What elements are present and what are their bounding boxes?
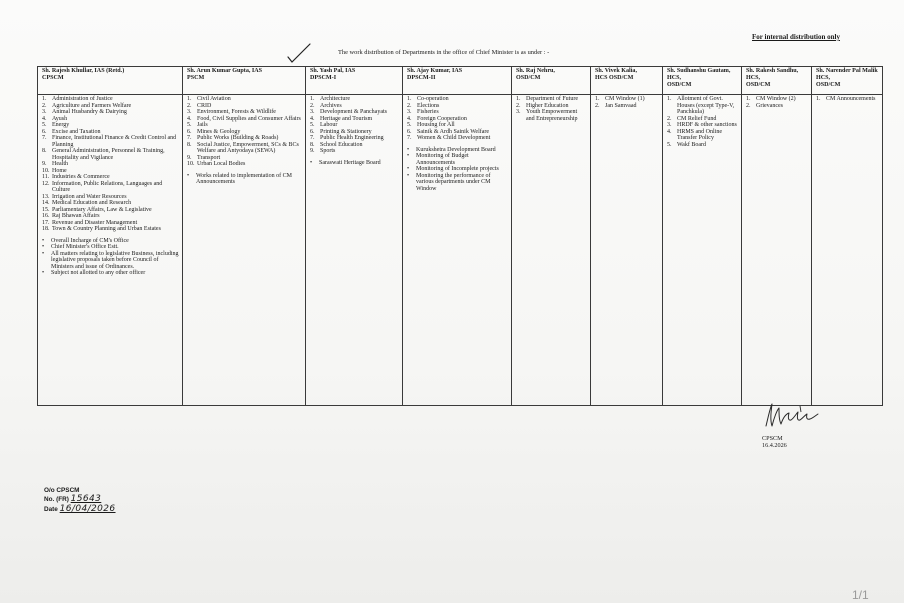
list-item (310, 148, 399, 155)
file-number-value: 15643 (70, 494, 102, 505)
item-number: 16. (42, 213, 50, 219)
item-number: 4. (310, 115, 315, 122)
item-number: 1. (746, 96, 751, 102)
bullet-item: • Subject not allotted to any other officer (42, 270, 179, 277)
item-text: Agriculture and Farmers Welfare (52, 102, 132, 109)
officer-designation: OSD/CM (816, 82, 841, 89)
item-text: Mines & Geology (197, 128, 241, 135)
officer-header (591, 67, 663, 95)
item-text: Medical Education and Research (52, 200, 132, 206)
item-text: Revenue and Disaster Management (52, 219, 138, 226)
item-number: 15. (42, 206, 50, 213)
item-number: 5. (310, 122, 315, 128)
internal-distribution-label: For internal distribution only (752, 33, 840, 41)
item-number: 5. (407, 122, 412, 128)
list-item (42, 226, 179, 233)
bullet-item: • Overall Incharge of CM's Office (42, 238, 179, 245)
item-text: General Administration, Personnel & Training, Hospitality and Vigilance (52, 148, 165, 161)
item-text: Urban Local Bodies (197, 161, 246, 167)
item-text: Sports (320, 148, 336, 154)
officer-header (663, 67, 742, 95)
item-number: 17. (42, 219, 50, 226)
table-row (38, 95, 883, 406)
item-text: Health (52, 161, 68, 167)
bullet-item: • Works related to implementation of CM Announcements (187, 173, 302, 186)
office-reference-block (44, 486, 116, 514)
item-text: Grievances (756, 102, 783, 109)
item-number: 7. (310, 135, 315, 141)
officer-name: Sh. Arun Kumar Gupta, IAS (187, 68, 263, 74)
item-number: 3. (42, 109, 47, 115)
officer-header (38, 67, 183, 95)
officer-name: Sh. Narender Pal Malik HCS, (816, 68, 878, 82)
item-text: Jails (197, 122, 208, 128)
item-text: HRMS and Online Transfer Policy (677, 128, 722, 141)
departments-cell (512, 95, 591, 406)
departments-cell (742, 95, 812, 406)
item-text: Raj Bhawan Affairs (52, 213, 100, 219)
list-item (42, 148, 179, 161)
item-number: 10. (42, 167, 50, 174)
bullet-list (310, 160, 399, 167)
page-indicator: 1/1 (852, 588, 869, 602)
bullet-item: • All matters relating to legislative Business, including legislative proposals taken before Council of Ministers and issue of Ordinances. (42, 251, 179, 271)
item-text: Irrigation and Water Resources (52, 193, 127, 200)
signature-date: 16.4.2026 (762, 442, 787, 450)
officer-header (812, 67, 883, 95)
item-number: 1. (42, 96, 47, 102)
item-number: 11. (42, 174, 50, 180)
item-text: Allotment of Govt. Houses (except Type-V, Panchkula) (677, 96, 735, 115)
item-number: 8. (187, 141, 192, 148)
departments-cell (306, 95, 403, 406)
item-text: Civil Aviation (197, 96, 231, 102)
item-number: 7. (42, 135, 47, 141)
signature-block (760, 402, 830, 449)
item-text: Excise and Taxation (52, 128, 101, 135)
departments-cell (812, 95, 883, 406)
item-text: HRDF & other sanctions (677, 122, 737, 128)
checkmark-icon (286, 42, 312, 64)
officer-name: Sh. Yash Pal, IAS (310, 68, 356, 74)
bullet-item: • Monitoring of Incomplete projects (407, 166, 508, 173)
item-text: Ayush (52, 115, 68, 122)
header-row (38, 67, 883, 95)
item-text: Elections (417, 102, 440, 109)
item-number: 6. (310, 128, 315, 135)
department-list (516, 96, 587, 122)
item-text: Parliamentary Affairs, Law & Legislative (52, 206, 152, 213)
item-text: School Education (320, 141, 363, 148)
item-text: Transport (197, 154, 221, 161)
item-text: CRID (197, 102, 212, 109)
item-number: 1. (667, 96, 672, 102)
item-text: Town & Country Planning and Urban Estates (52, 226, 161, 232)
item-number: 3. (310, 109, 315, 115)
department-list (667, 96, 738, 148)
item-text: Fisheries (417, 109, 439, 115)
item-text: Department of Future (526, 96, 578, 102)
department-list (310, 96, 399, 155)
item-number: 2. (42, 102, 47, 109)
item-text: Development & Panchayats (320, 109, 387, 115)
item-number: 5. (42, 122, 47, 128)
signatory-designation: CPSCM (762, 435, 783, 442)
list-item (42, 181, 179, 194)
item-text: Youth Empowerment and Entrepreneurship (526, 109, 578, 122)
item-number: 4. (407, 115, 412, 122)
item-number: 10. (187, 161, 195, 167)
item-number: 14. (42, 200, 50, 206)
department-list (595, 96, 659, 109)
item-number: 2. (407, 102, 412, 109)
item-text: CM Window (1) (605, 96, 645, 102)
departments-cell (663, 95, 742, 406)
item-text: Printing & Stationery (320, 128, 372, 135)
document-title: The work distribution of Departments in the office of Chief Minister is as under : - (338, 49, 550, 56)
item-number: 6. (407, 128, 412, 135)
item-number: 1. (187, 96, 192, 102)
item-text: CM Relief Fund (677, 115, 717, 122)
officer-designation: DPSCM-II (407, 75, 436, 82)
department-list (816, 96, 879, 103)
list-item (595, 103, 659, 110)
item-number: 3. (516, 109, 521, 115)
item-number: 8. (42, 148, 47, 154)
item-number: 2. (667, 115, 672, 122)
item-text: Architecture (320, 96, 350, 102)
officer-name: Sh. Sudhanshu Gautam, HCS, (667, 68, 731, 82)
officer-name: Sh. Rakesh Sandhu, HCS, (746, 68, 799, 82)
item-text: Heritage and Tourism (320, 115, 373, 122)
department-list (42, 96, 179, 233)
officer-designation: OSD/CM (667, 82, 692, 89)
list-item (667, 96, 738, 116)
item-number: 1. (595, 96, 600, 102)
item-text: Administration of Justice (52, 96, 113, 102)
item-text: Energy (52, 122, 70, 128)
item-number: 3. (407, 109, 412, 115)
item-text: Labour (320, 122, 338, 128)
item-number: 2. (746, 102, 751, 109)
officer-designation: OSD/CM (516, 75, 541, 82)
list-item (187, 161, 302, 168)
bullet-item: • Saraswati Heritage Board (310, 160, 399, 167)
bullet-list (407, 147, 508, 193)
departments-cell (183, 95, 306, 406)
item-number: 6. (42, 128, 47, 135)
item-text: Sainik & Ardh Sainik Welfare (417, 128, 490, 135)
file-number-label: No. (FR) (44, 496, 69, 504)
officer-header (742, 67, 812, 95)
officer-designation: CPSCM (42, 75, 64, 82)
item-text: Housing for All (417, 122, 455, 128)
item-text: Food, Civil Supplies and Consumer Affairs (197, 115, 301, 122)
item-number: 5. (187, 122, 192, 128)
item-text: Finance, Institutional Finance & Credit Control and Planning (52, 135, 177, 148)
item-number: 1. (516, 96, 521, 102)
item-text: Home (52, 167, 67, 174)
department-list (746, 96, 808, 109)
item-text: Public Works (Building & Roads) (197, 135, 279, 141)
item-number: 4. (187, 115, 192, 122)
item-text: Co-operation (417, 96, 449, 102)
departments-cell (38, 95, 183, 406)
item-number: 1. (407, 96, 412, 102)
departments-cell (591, 95, 663, 406)
list-item (667, 142, 738, 149)
item-text: CM Announcements (826, 96, 876, 102)
officer-name: Sh. Rajesh Khullar, IAS (Retd.) (42, 68, 125, 74)
list-item (407, 135, 508, 142)
bullet-item: • Chief Minister's Office Estt. (42, 244, 179, 251)
officer-name: Sh. Ajay Kumar, IAS (407, 68, 463, 74)
item-number: 2. (187, 102, 192, 109)
officer-designation: OSD/CM (746, 82, 771, 89)
item-text: Jan Samvaad (605, 102, 637, 109)
department-list (407, 96, 508, 142)
item-number: 18. (42, 226, 50, 232)
list-item (667, 129, 738, 142)
bullet-item: • Monitoring the performance of various departments under CM Window (407, 173, 508, 193)
item-number: 8. (310, 141, 315, 148)
signature-image (760, 402, 822, 430)
list-item (42, 135, 179, 148)
list-item (187, 142, 302, 155)
date-value: 16/04/2026 (59, 503, 116, 514)
item-number: 3. (667, 122, 672, 128)
item-text: Industries & Commerce (52, 174, 110, 180)
item-number: 5. (667, 141, 672, 148)
officer-name: Sh. Vivek Kalia, (595, 68, 637, 74)
item-number: 4. (42, 115, 47, 122)
work-distribution-table (37, 66, 883, 406)
item-text: Foreign Cooperation (417, 115, 467, 122)
item-number: 4. (667, 128, 672, 135)
item-text: Animal Husbandry & Dairying (52, 109, 127, 115)
item-number: 2. (516, 102, 521, 109)
officer-designation: HCS OSD/CM (595, 75, 634, 82)
date-label: Date (44, 505, 58, 513)
officer-designation: PSCM (187, 75, 205, 82)
officer-header (183, 67, 306, 95)
item-text: Wakf Board (677, 141, 707, 148)
item-text: Higher Education (526, 102, 569, 109)
department-list (187, 96, 302, 168)
item-text: CM Window (2) (756, 96, 796, 102)
item-number: 13. (42, 193, 50, 200)
bullet-item: • Kurukshetra Development Board (407, 147, 508, 154)
item-number: 9. (42, 161, 47, 167)
list-item (816, 96, 879, 103)
officer-name: Sh. Raj Nehru, (516, 68, 555, 74)
list-item (746, 103, 808, 110)
list-item (516, 109, 587, 122)
item-text: Public Health Engineering (320, 135, 384, 141)
item-number: 12. (42, 180, 50, 187)
departments-cell (403, 95, 512, 406)
item-text: Information, Public Relations, Languages and Culture (52, 180, 163, 193)
item-number: 1. (310, 96, 315, 102)
item-text: Social Justice, Empowerment, SCs & BCs Welfare and Antyodaya (SEWA) (197, 141, 299, 154)
item-number: 3. (187, 109, 192, 115)
item-number: 9. (187, 154, 192, 161)
item-number: 7. (407, 135, 412, 141)
item-text: Environment, Forests & Wildlife (197, 109, 276, 115)
date-line (44, 505, 116, 514)
item-number: 2. (595, 102, 600, 109)
officer-header (306, 67, 403, 95)
item-number: 1. (816, 96, 821, 102)
item-number: 6. (187, 128, 192, 135)
officer-header (512, 67, 591, 95)
officer-header (403, 67, 512, 95)
officer-designation: DPSCM-I (310, 75, 337, 82)
item-text: Women & Child Development (417, 135, 491, 141)
office-label: O/o CPSCM (44, 487, 80, 494)
item-number: 2. (310, 102, 315, 109)
bullet-list (187, 173, 302, 186)
bullet-list (42, 238, 179, 277)
item-text: Archives (320, 102, 342, 109)
bullet-item: • Monitoring of Budget Announcements (407, 153, 508, 166)
item-number: 9. (310, 148, 315, 154)
item-number: 7. (187, 135, 192, 141)
